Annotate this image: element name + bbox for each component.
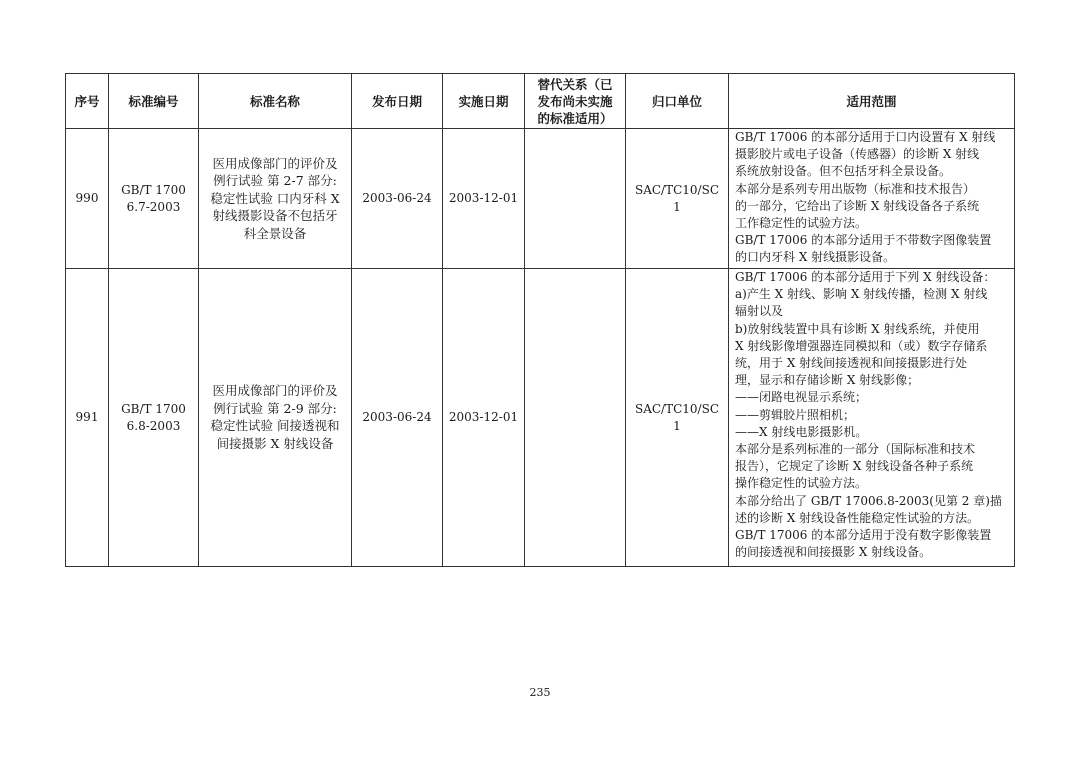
cell-name: 医用成像部门的评价及 例行试验 第 2-7 部分: 稳定性试验 口内牙科 X 射线摄影设备不包括牙 科全景设备 — [199, 129, 352, 269]
standards-table — [65, 73, 1015, 567]
cell-scope — [729, 129, 1015, 269]
cell-replace — [525, 269, 626, 567]
scope-line: 系统放射设备。但不包括牙科全景设备。 — [735, 164, 952, 179]
cell-publish-date: 2003-06-24 — [352, 269, 443, 567]
scope-line: 操作稳定性的试验方法。 — [735, 476, 868, 491]
cell-implement-date: 2003-12-01 — [443, 129, 525, 269]
scope-line: b)放射线装置中具有诊断 X 射线系统，并使用 — [735, 321, 980, 336]
scope-line: ——闭路电视显示系统； — [735, 390, 868, 405]
scope-line: 统，用于 X 射线间接透视和间接摄影进行处 — [735, 356, 968, 371]
scope-line: 的口内牙科 X 射线摄影设备。 — [735, 250, 896, 265]
cell-seq: 990 — [66, 129, 109, 269]
scope-line: ——X 射线电影摄影机。 — [735, 424, 868, 439]
scope-line: GB/T 17006 的本部分适用于没有数字影像装置 — [735, 528, 992, 543]
scope-line: GB/T 17006 的本部分适用于下列 X 射线设备： — [735, 270, 996, 284]
cell-dept: SAC/TC10/SC 1 — [626, 129, 729, 269]
cell-code: GB/T 1700 6.8-2003 — [109, 269, 199, 567]
scope-line: 理，显示和存储诊断 X 射线影像； — [735, 373, 920, 388]
scope-line: GB/T 17006 的本部分适用于不带数字图像装置 — [735, 233, 992, 248]
scope-line: 的间接透视和间接摄影 X 射线设备。 — [735, 545, 932, 560]
scope-line: 辐射以及 — [735, 304, 784, 319]
scope-line: a)产生 X 射线、影响 X 射线传播，检测 X 射线 — [735, 287, 988, 302]
scope-line: GB/T 17006 的本部分适用于口内设置有 X 射线 — [735, 130, 996, 144]
scope-line: ——剪辑胶片照相机； — [735, 407, 856, 422]
table-row — [66, 129, 1015, 269]
header-scope: 适用范围 — [729, 74, 1015, 129]
cell-name: 医用成像部门的评价及 例行试验 第 2-9 部分: 稳定性试验 间接透视和 间接摄影 X 射线设备 — [199, 269, 352, 567]
scope-line: 的一部分，它给出了诊断 X 射线设备各子系统 — [735, 198, 980, 213]
header-implement-date: 实施日期 — [443, 74, 525, 129]
scope-line: X 射线影像增强器连同模拟和（或）数字存储系 — [735, 338, 988, 353]
header-publish-date: 发布日期 — [352, 74, 443, 129]
scope-line: 本部分是系列专用出版物（标准和技术报告） — [735, 181, 976, 196]
cell-code: GB/T 1700 6.7-2003 — [109, 129, 199, 269]
cell-implement-date: 2003-12-01 — [443, 269, 525, 567]
scope-line: 工作稳定性的试验方法。 — [735, 216, 868, 231]
scope-line: 报告），它规定了诊断 X 射线设备各种子系统 — [735, 459, 974, 474]
scope-line: 述的诊断 X 射线设备性能稳定性试验的方法。 — [735, 510, 980, 525]
scope-line: 摄影胶片或电子设备（传感器）的诊断 X 射线 — [735, 147, 980, 162]
header-seq: 序号 — [66, 74, 109, 129]
cell-scope — [729, 269, 1015, 567]
header-dept: 归口单位 — [626, 74, 729, 129]
cell-replace — [525, 129, 626, 269]
cell-seq: 991 — [66, 269, 109, 567]
header-replace: 替代关系（已 发布尚未实施 的标准适用） — [525, 74, 626, 129]
table-row — [66, 269, 1015, 567]
table-header-row — [66, 74, 1015, 129]
cell-dept: SAC/TC10/SC 1 — [626, 269, 729, 567]
scope-line: 本部分是系列标准的一部分（国际标准和技术 — [735, 442, 976, 457]
header-name: 标准名称 — [199, 74, 352, 129]
cell-publish-date: 2003-06-24 — [352, 129, 443, 269]
header-code: 标准编号 — [109, 74, 199, 129]
page-number: 235 — [529, 686, 551, 699]
scope-line: 本部分给出了 GB/T 17006.8-2003(见第 2 章)描 — [735, 493, 1002, 508]
